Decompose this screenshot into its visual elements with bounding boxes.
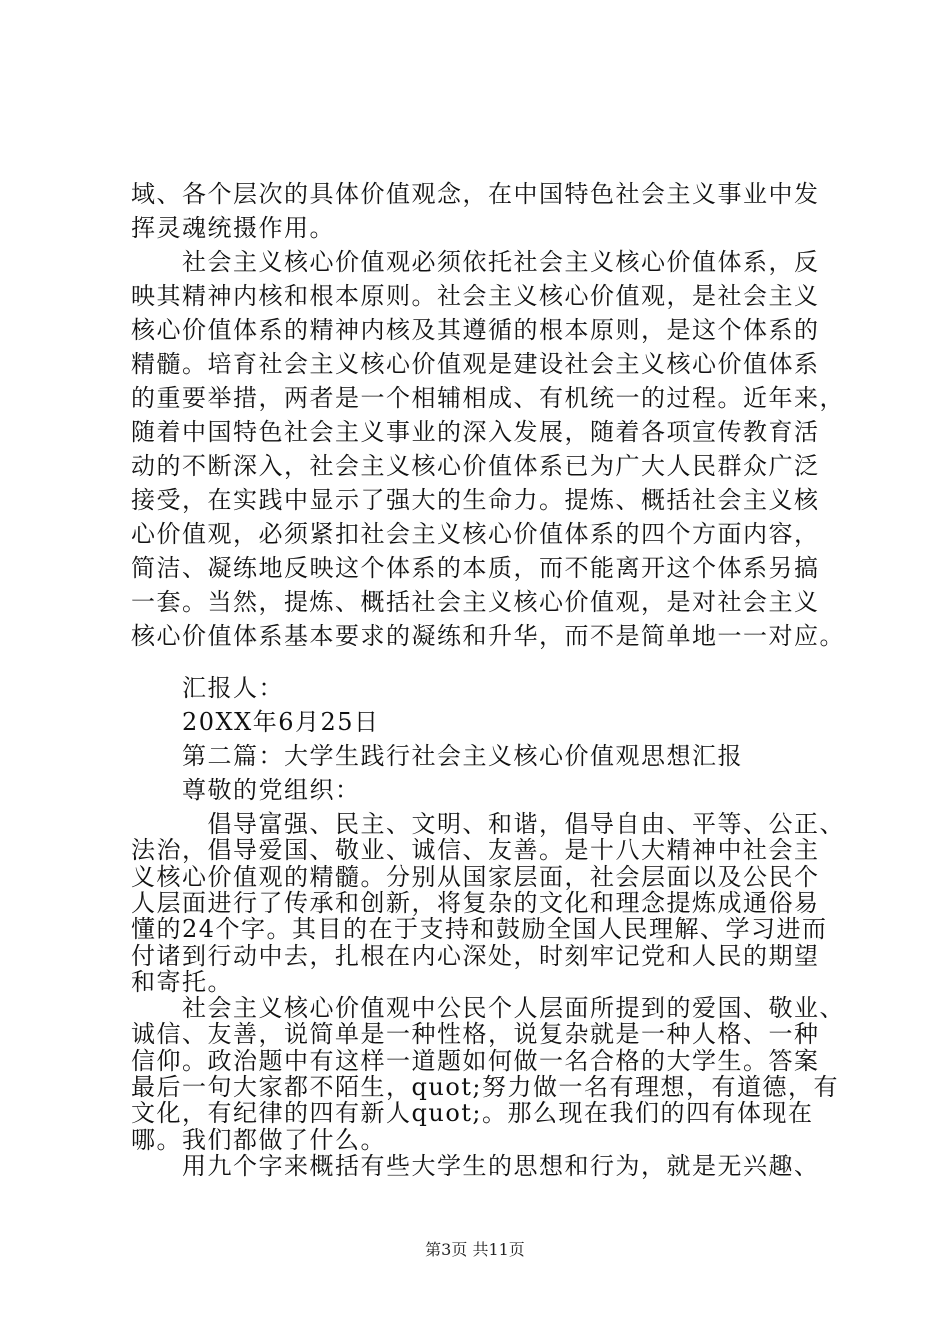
text-line: 社会主义核心价值观必须依托社会主义核心价值体系，反 <box>131 248 820 276</box>
text-line: 映其精神内核和根本原则。社会主义核心价值观，是社会主义 <box>131 282 820 310</box>
reporter-label: 汇报人： <box>131 674 284 702</box>
text-line: 挥灵魂统摄作用。 <box>131 214 335 242</box>
salutation: 尊敬的党组织： <box>131 776 361 804</box>
text-line: 人层面进行了传承和创新，将复杂的文化和理念提炼成通俗易 <box>131 889 820 917</box>
text-line: 随着中国特色社会主义事业的深入发展，随着各项宣传教育活 <box>131 418 820 446</box>
text-line: 最后一句大家都不陌生，quot;努力做一名有理想，有道德，有 <box>131 1073 839 1101</box>
text-line: 信仰。政治题中有这样一道题如何做一名合格的大学生。答案 <box>131 1047 820 1075</box>
text-line: 核心价值体系基本要求的凝练和升华，而不是简单地一一对应。 <box>131 622 845 650</box>
text-line: 动的不断深入，社会主义核心价值体系已为广大人民群众广泛 <box>131 452 820 480</box>
text-line: 简洁、凝练地反映这个体系的本质，而不能离开这个体系另搞 <box>131 554 820 582</box>
text-line: 域、各个层次的具体价值观念，在中国特色社会主义事业中发 <box>131 180 820 208</box>
text-line: 的重要举措，两者是一个相辅相成、有机统一的过程。近年来， <box>131 384 845 412</box>
text-line: 义核心价值观的精髓。分别从国家层面，社会层面以及公民个 <box>131 863 820 891</box>
text-line: 懂的24个字。其目的在于支持和鼓励全国人民理解、学习进而 <box>131 915 828 943</box>
text-line: 心价值观，必须紧扣社会主义核心价值体系的四个方面内容， <box>131 520 820 548</box>
text-line: 接受，在实践中显示了强大的生命力。提炼、概括社会主义核 <box>131 486 820 514</box>
text-line: 倡导富强、民主、文明、和谐，倡导自由、平等、公正、 <box>131 810 845 838</box>
text-line: 哪。我们都做了什么。 <box>131 1126 386 1154</box>
text-line: 社会主义核心价值观中公民个人层面所提到的爱国、敬业、 <box>131 994 845 1022</box>
text-line: 用九个字来概括有些大学生的思想和行为，就是无兴趣、 <box>131 1152 820 1180</box>
text-line: 文化，有纪律的四有新人quot;。那么现在我们的四有体现在 <box>131 1099 814 1127</box>
text-line: 付诸到行动中去，扎根在内心深处，时刻牢记党和人民的期望 <box>131 942 820 970</box>
report-date: 20XX年6月25日 <box>131 708 380 736</box>
text-line: 法治，倡导爱国、敬业、诚信、友善。是十八大精神中社会主 <box>131 836 820 864</box>
text-line: 和寄托。 <box>131 968 233 996</box>
section-title: 第二篇：大学生践行社会主义核心价值观思想汇报 <box>131 742 743 770</box>
text-line: 核心价值体系的精神内核及其遵循的根本原则，是这个体系的 <box>131 316 820 344</box>
text-line: 精髓。培育社会主义核心价值观是建设社会主义核心价值体系 <box>131 350 820 378</box>
text-line: 一套。当然，提炼、概括社会主义核心价值观，是对社会主义 <box>131 588 820 616</box>
page-footer: 第3页 共11页 <box>425 1240 525 1259</box>
text-line: 诚信、友善，说简单是一种性格，说复杂就是一种人格、一种 <box>131 1020 820 1048</box>
